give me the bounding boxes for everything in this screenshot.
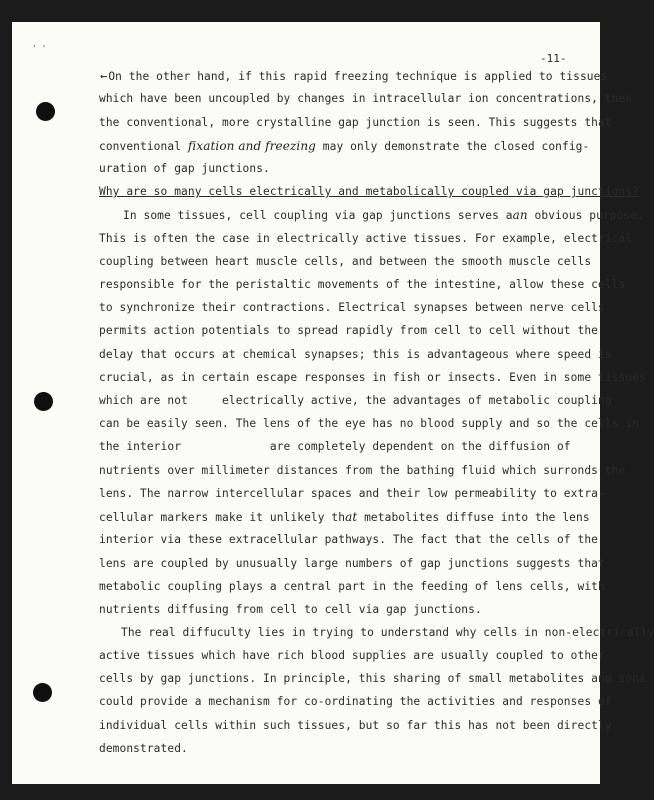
text-line: The real diffuculty lies in trying to understand why cells in non-electrically — [121, 626, 654, 639]
text-line: interior via these extracellular pathways. The fact that the cells of the — [99, 533, 598, 546]
corner-marks: ' ' — [32, 44, 47, 53]
text-line: uration of gap junctions. — [99, 162, 270, 175]
text-line: which have been uncoupled by changes in intracellular ion concentrations, then — [99, 92, 633, 105]
text-line: responsible for the peristaltic movements of the intestine, allow these cells — [99, 278, 626, 291]
text-line: In some tissues, cell coupling via gap junctions serves aan obvious purpose. — [123, 208, 644, 222]
handwritten-insertion: fixation and freezing — [187, 139, 316, 153]
text-line: to synchronize their contractions. Electrical synapses between nerve cells — [99, 301, 605, 314]
page-number: -11- — [540, 52, 567, 65]
text-line: metabolic coupling plays a central part in the feeding of lens cells, with — [99, 580, 605, 593]
text-line: permits action potentials to spread rapidly from cell to cell without the — [99, 324, 598, 337]
text-line: the interior are completely dependent on the diffusion of — [99, 440, 571, 453]
punch-hole — [33, 683, 52, 702]
text-line: This is often the case in electrically active tissues. For example, electrical — [99, 232, 633, 245]
text-line: demonstrated. — [99, 742, 188, 755]
text-line: crucial, as in certain escape responses in fish or insects. Even in some tissues — [99, 371, 646, 384]
text-line: lens. The narrow intercellular spaces and their low permeability to extra- — [99, 487, 605, 500]
text-line: can be easily seen. The lens of the eye has no blood supply and so the cells in — [99, 417, 639, 430]
text-line: could provide a mechanism for co-ordinating the activities and responses of — [99, 695, 612, 708]
text-line: individual cells within such tissues, but so far this has not been directly — [99, 719, 612, 732]
document-page — [12, 22, 654, 784]
text-line: nutrients diffusing from cell to cell via gap junctions. — [99, 603, 482, 616]
text-line: lens are coupled by unusually large numbers of gap junctions suggests that — [99, 557, 605, 570]
text-line: cells by gap junctions. In principle, this sharing of small metabolites and ions — [99, 672, 646, 685]
text-line: which are not electrically active, the advantages of metabolic coupling — [99, 394, 612, 407]
text-line: conventional fixation and freezing may only demonstrate the closed config- — [99, 139, 590, 153]
punch-hole — [36, 102, 55, 121]
text-line: cellular markers make it unlikely that metabolites diffuse into the lens — [99, 510, 590, 524]
text-line: ←On the other hand, if this rapid freezing technique is applied to tissues — [100, 69, 608, 83]
text-line: delay that occurs at chemical synapses; this is advantageous where speed is — [99, 348, 612, 361]
text-line: coupling between heart muscle cells, and between the smooth muscle cells — [99, 255, 592, 268]
punch-hole — [34, 392, 53, 411]
section-heading: Why are so many cells electrically and metabolically coupled via gap junctions? — [99, 185, 639, 198]
text-line: the conventional, more crystalline gap junction is seen. This suggests that — [99, 116, 612, 129]
handwritten-correction: an — [512, 208, 528, 222]
text-line: active tissues which have rich blood supplies are usually coupled to other — [99, 649, 605, 662]
handwritten-correction: at — [345, 510, 358, 524]
text-line: nutrients over millimeter distances from the bathing fluid which surronds the — [99, 464, 626, 477]
margin-arrow: ← — [100, 69, 108, 83]
